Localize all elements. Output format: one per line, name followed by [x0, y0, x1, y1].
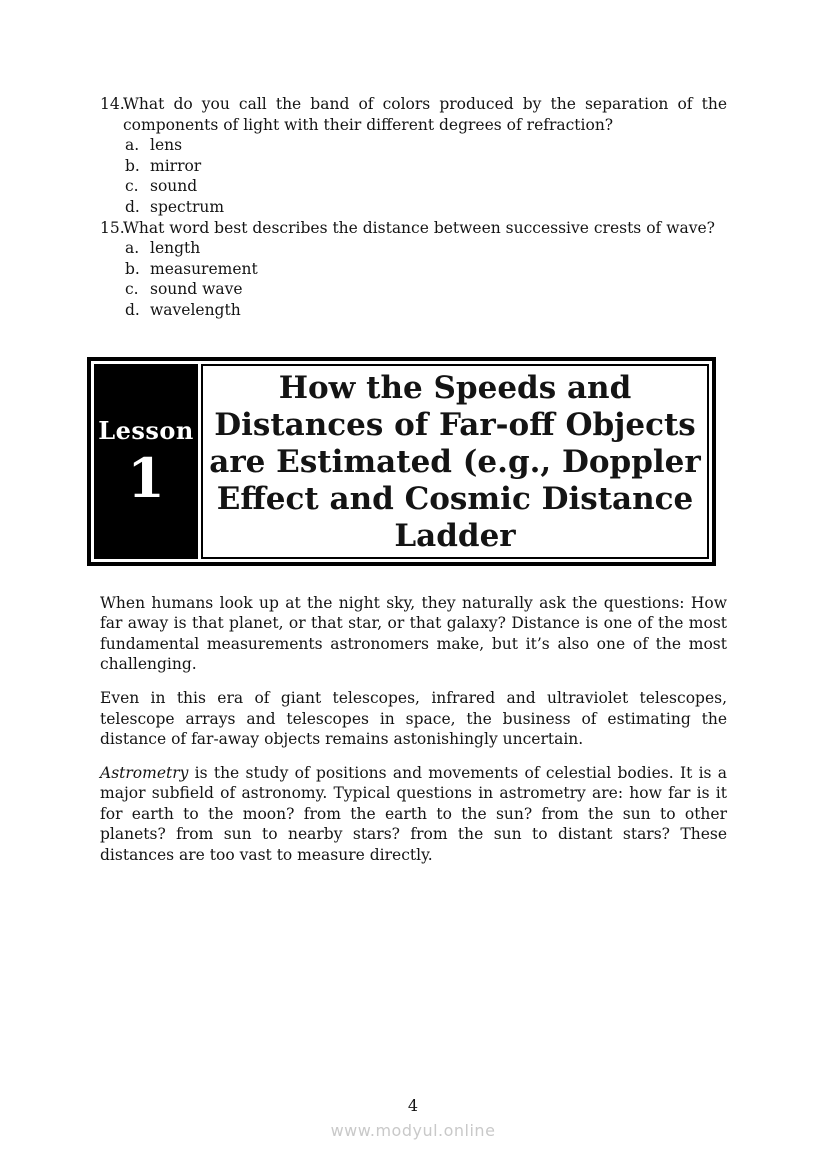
option-label: lens [150, 136, 183, 155]
astrometry-term-italic: Astrometry [100, 763, 189, 782]
option-letter: a. [125, 136, 140, 155]
page-number: 4 [407, 1096, 419, 1115]
option-row [125, 279, 727, 300]
lesson-header-inner [94, 364, 709, 559]
option-row [125, 156, 727, 177]
question-text: What do you call the band of colors produced by the separation of the components of light with their different degrees of refraction? [123, 95, 727, 134]
lesson-title-line: are Estimated (e.g., Doppler [209, 443, 701, 480]
option-label: mirror [150, 156, 202, 175]
options-list [125, 238, 727, 320]
option-letter: c. [125, 177, 139, 196]
option-row [125, 300, 727, 321]
option-letter: b. [125, 156, 140, 175]
option-label: sound wave [150, 280, 243, 299]
watermark: www.modyul.online [330, 1121, 496, 1140]
option-label: wavelength [150, 300, 241, 319]
lesson-title-line: Effect and Cosmic Distance [216, 480, 694, 517]
question-15 [100, 218, 727, 321]
question-14 [100, 94, 727, 218]
paragraph-astrometry-rest: is the study of positions and movements of celestial bodies. It is a major subfield of astronomy. Typical questions in astrometry are: how far is it for earth to the moon? from the earth to the sun? from the sun to other planets? from sun to nearby stars? from the sun to distant stars? These distances are too vast to measure directly. [100, 763, 727, 865]
page-content [100, 94, 727, 866]
paragraph-telescopes: Even in this era of giant telescopes, infrared and ultraviolet telescopes, telescope arrays and telescopes in space, the business of estimating the distance of far-away objects remains astonishingly uncertain. [100, 688, 727, 749]
option-letter: c. [125, 280, 139, 299]
option-label: spectrum [150, 197, 225, 216]
options-list [125, 135, 727, 217]
lesson-title-line: Distances of Far-off Objects [214, 406, 696, 443]
option-row [125, 176, 727, 197]
option-row [125, 135, 727, 156]
option-label: length [150, 239, 201, 258]
option-letter: b. [125, 259, 140, 278]
paragraph-astrometry [100, 763, 727, 866]
option-row [125, 259, 727, 280]
question-body [123, 218, 727, 321]
option-letter: d. [125, 197, 140, 216]
option-label: measurement [150, 259, 258, 278]
option-letter: d. [125, 300, 140, 319]
option-row [125, 197, 727, 218]
lesson-title [201, 364, 709, 559]
option-letter: a. [125, 239, 140, 258]
question-number: 15. [100, 218, 125, 237]
lesson-title-line: Ladder [394, 517, 516, 554]
lesson-number: 1 [127, 445, 165, 510]
question-number: 14. [100, 95, 125, 113]
lesson-title-line: How the Speeds and [278, 369, 632, 406]
lesson-sidebar [94, 364, 198, 559]
option-label: sound [150, 177, 198, 196]
option-row [125, 238, 727, 259]
question-text: What word best describes the distance between successive crests of wave? [123, 218, 715, 237]
lesson-label: Lesson [98, 415, 194, 445]
lesson-header-box [87, 357, 716, 566]
question-body [123, 94, 727, 218]
paragraph-night-sky: When humans look up at the night sky, they naturally ask the questions: How far away is that planet, or that star, or that galaxy? Distance is one of the most fundamental measurements astronomers make, but it’s also one of the most challenging. [100, 593, 727, 674]
